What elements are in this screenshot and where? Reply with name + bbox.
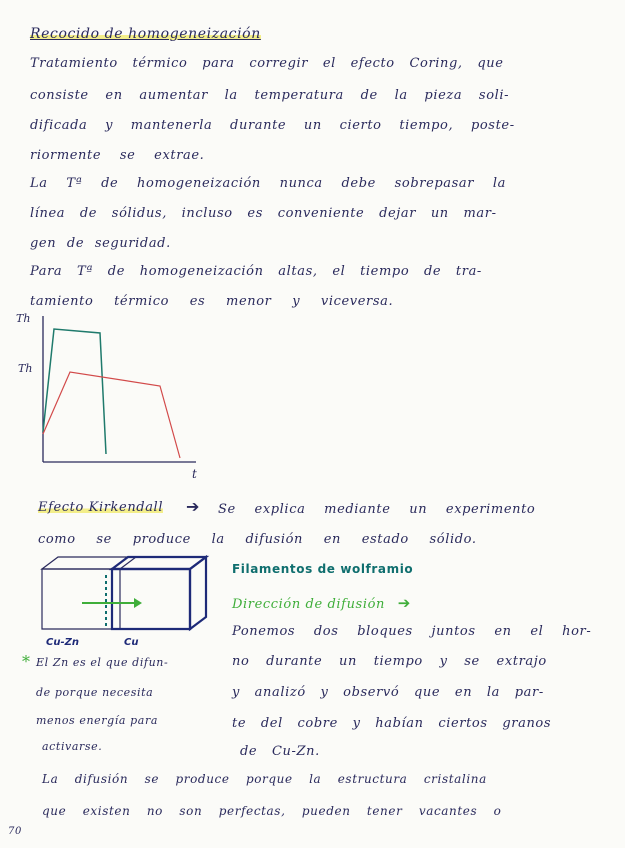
paragraph-line: te del cobre y habían ciertos granos [232,716,552,731]
paragraph-line: riormente se extrae. [30,148,205,163]
red-curve [43,372,180,458]
paragraph-line: Tratamiento térmico para corregir el efecto Coring, que [30,56,504,71]
paragraph-line: línea de sólidus, incluso es conveniente dejar un mar- [30,206,497,221]
paragraph-line: no durante un tiempo y se extrajo [232,654,547,669]
paragraph-line: Ponemos dos bloques juntos en el hor- [232,624,592,639]
label-cu-zn: Cu-Zn [46,637,79,648]
margin-note-line: El Zn es el que difun- [36,656,169,669]
paragraph-line: La difusión se produce porque la estructura cristalina [42,772,487,786]
legend-filament: Filamentos de wolframio [232,562,414,576]
axis-label-th-top: Th [16,312,31,325]
paragraph-line: tamiento térmico es menor y viceversa. [30,294,394,309]
paragraph-line: dificada y mantenerla durante un cierto tiempo, poste- [30,118,515,133]
paragraph-line: y analizó y observó que en la par- [232,685,544,700]
note-asterisk: * [22,652,31,671]
page-number: 70 [8,826,22,837]
section-heading-recocido: Recocido de homogeneización [30,26,261,42]
kirkendall-cube-diagram [30,555,230,665]
axis-label-t: t [192,467,197,481]
temperature-time-graph [14,306,214,486]
paragraph-line: Se explica mediante un experimento [218,502,536,517]
arrow-icon: ➔ [397,594,411,612]
margin-note-line: activarse. [42,740,103,753]
paragraph-line: gen de seguridad. [30,236,171,251]
teal-curve [43,329,106,454]
paragraph-line: Para Tª de homogeneización altas, el tiempo de tra- [30,264,482,279]
legend-direction [232,594,411,612]
axis-label-th-mid: Th [18,362,33,375]
paragraph-line: consiste en aumentar la temperatura de la pieza soli- [30,88,510,103]
legend-direction-label: Dirección de difusión [232,597,385,612]
section-heading-kirkendall: Efecto Kirkendall [38,500,164,515]
label-cu: Cu [124,637,139,648]
paragraph-line: como se produce la difusión en estado sólido. [38,532,477,547]
arrow-icon: ➔ [186,497,201,516]
paragraph-line: La Tª de homogeneización nunca debe sobrepasar la [30,176,506,191]
margin-note-line: de porque necesita [36,686,154,699]
paragraph-line: de Cu-Zn. [240,744,320,759]
paragraph-line: que existen no son perfectas, pueden tener vacantes o [42,804,502,818]
margin-note-line: menos energía para [36,714,158,727]
